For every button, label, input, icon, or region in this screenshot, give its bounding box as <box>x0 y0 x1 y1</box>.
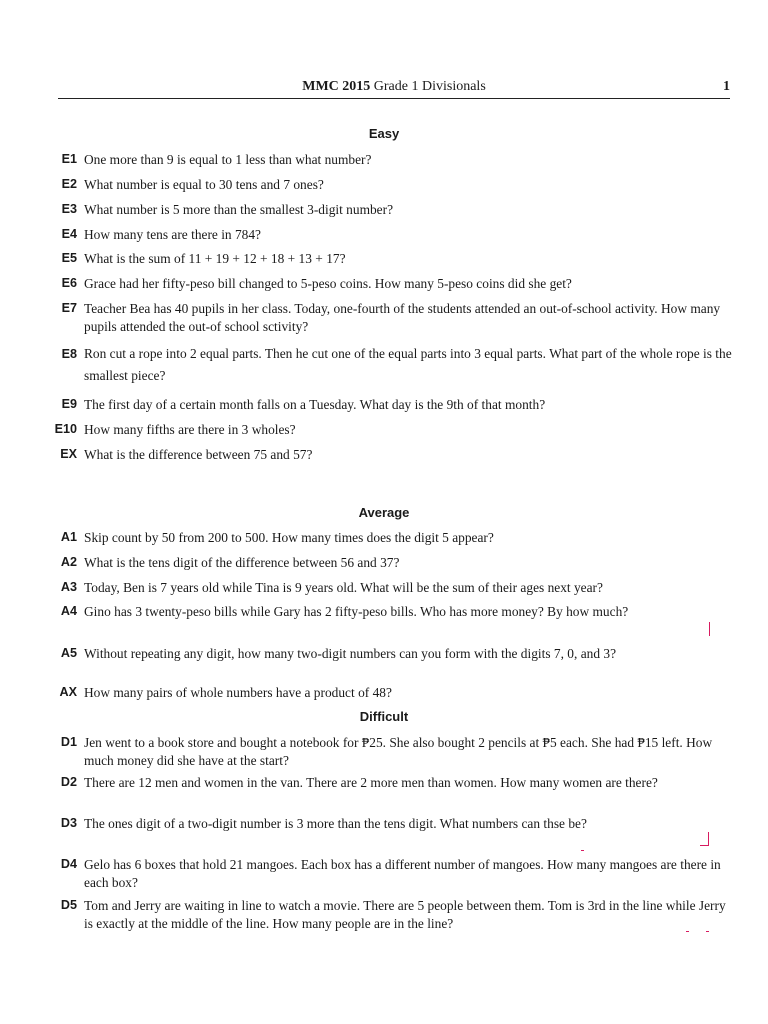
question-text: How many fifths are there in 3 wholes? <box>84 422 296 437</box>
question-label: E8 <box>61 347 77 361</box>
section-title-difficult: Difficult <box>359 709 409 724</box>
question-label: D2 <box>60 775 77 789</box>
question-label: D3 <box>60 816 77 830</box>
question-text: Jen went to a book store and bought a notebook for ₱25. She also bought 2 pencils at ₱5 each. She had ₱15 left. How much money did she have at the start? <box>84 735 713 768</box>
question-label: A5 <box>60 646 77 660</box>
question-label: AX <box>59 685 77 699</box>
header-title-rest: Grade 1 Divisionals <box>370 79 486 94</box>
header-title-bold: MMC 2015 <box>302 79 371 94</box>
question-text: How many tens are there in 784? <box>84 227 261 242</box>
question-text: Gino has 3 twenty-peso bills while Gary has 2 fifty-peso bills. Who has more money? By how much? <box>84 604 629 619</box>
question-text: There are 12 men and women in the van. There are 2 more men than women. How many women are there? <box>84 775 658 790</box>
question-text: Today, Ben is 7 years old while Tina is 9 years old. What will be the sum of their ages next year? <box>84 580 603 595</box>
question-label: EX <box>60 447 77 461</box>
question-label: A3 <box>60 580 77 594</box>
question-text: Gelo has 6 boxes that hold 21 mangoes. Each box has a different number of mangoes. How many mangoes are there in each box? <box>84 857 721 890</box>
pen-mark <box>709 622 710 636</box>
question-text: One more than 9 is equal to 1 less than what number? <box>84 152 372 167</box>
question-text: Grace had her fifty-peso bill changed to 5-peso coins. How many 5-peso coins did she get? <box>84 276 572 291</box>
question-label: D1 <box>60 735 77 749</box>
question-label: D4 <box>60 857 77 871</box>
pen-mark <box>686 931 689 932</box>
question-label: E2 <box>61 177 77 191</box>
question-label: E6 <box>61 276 77 290</box>
question-text: Tom and Jerry are waiting in line to watch a movie. There are 5 people between them. Tom is 3rd in the line while Jerry is exactly at the middle of the line. How many people are in the line? <box>84 898 726 931</box>
header-title <box>58 78 730 96</box>
pen-mark <box>706 931 709 932</box>
question-text: What is the difference between 75 and 57? <box>84 447 313 462</box>
question-text: The first day of a certain month falls on a Tuesday. What day is the 9th of that month? <box>84 397 546 412</box>
pen-mark <box>708 832 709 846</box>
question-label: E7 <box>61 301 77 315</box>
section-title-average: Average <box>358 505 410 520</box>
question-label: E3 <box>61 202 77 216</box>
question-label: D5 <box>60 898 77 912</box>
question-text: Ron cut a rope into 2 equal parts. Then he cut one of the equal parts into 3 equal parts. What part of the whole rope is the smallest piece? <box>84 346 732 383</box>
question-label: A1 <box>60 530 77 544</box>
question-label: E9 <box>61 397 77 411</box>
page-header <box>58 78 730 99</box>
question-label: A4 <box>60 604 77 618</box>
question-label: E10 <box>54 422 77 436</box>
question-text: What number is 5 more than the smallest 3-digit number? <box>84 202 394 217</box>
question-text: Skip count by 50 from 200 to 500. How many times does the digit 5 appear? <box>84 530 494 545</box>
question-label: E4 <box>61 227 77 241</box>
question-text: Without repeating any digit, how many two-digit numbers can you form with the digits 7, 0, and 3? <box>84 646 617 661</box>
question-label: E5 <box>61 251 77 265</box>
question-text: Teacher Bea has 40 pupils in her class. Today, one-fourth of the students attended an out-of-school activity. How many pupils attended the out-of school sctivity? <box>84 301 721 334</box>
question-label: E1 <box>61 152 77 166</box>
question-text: What is the sum of 11 + 19 + 12 + 18 + 13 + 17? <box>84 251 346 266</box>
section-title-easy: Easy <box>368 126 400 141</box>
question-text: What number is equal to 30 tens and 7 ones? <box>84 177 324 192</box>
question-text: The ones digit of a two-digit number is 3 more than the tens digit. What numbers can thse be? <box>84 816 587 831</box>
pen-mark <box>700 845 708 846</box>
question-label: A2 <box>60 555 77 569</box>
page-number: 1 <box>723 79 730 94</box>
pen-mark <box>581 850 584 851</box>
question-text: How many pairs of whole numbers have a product of 48? <box>84 685 392 700</box>
question-text: What is the tens digit of the difference between 56 and 37? <box>84 555 400 570</box>
